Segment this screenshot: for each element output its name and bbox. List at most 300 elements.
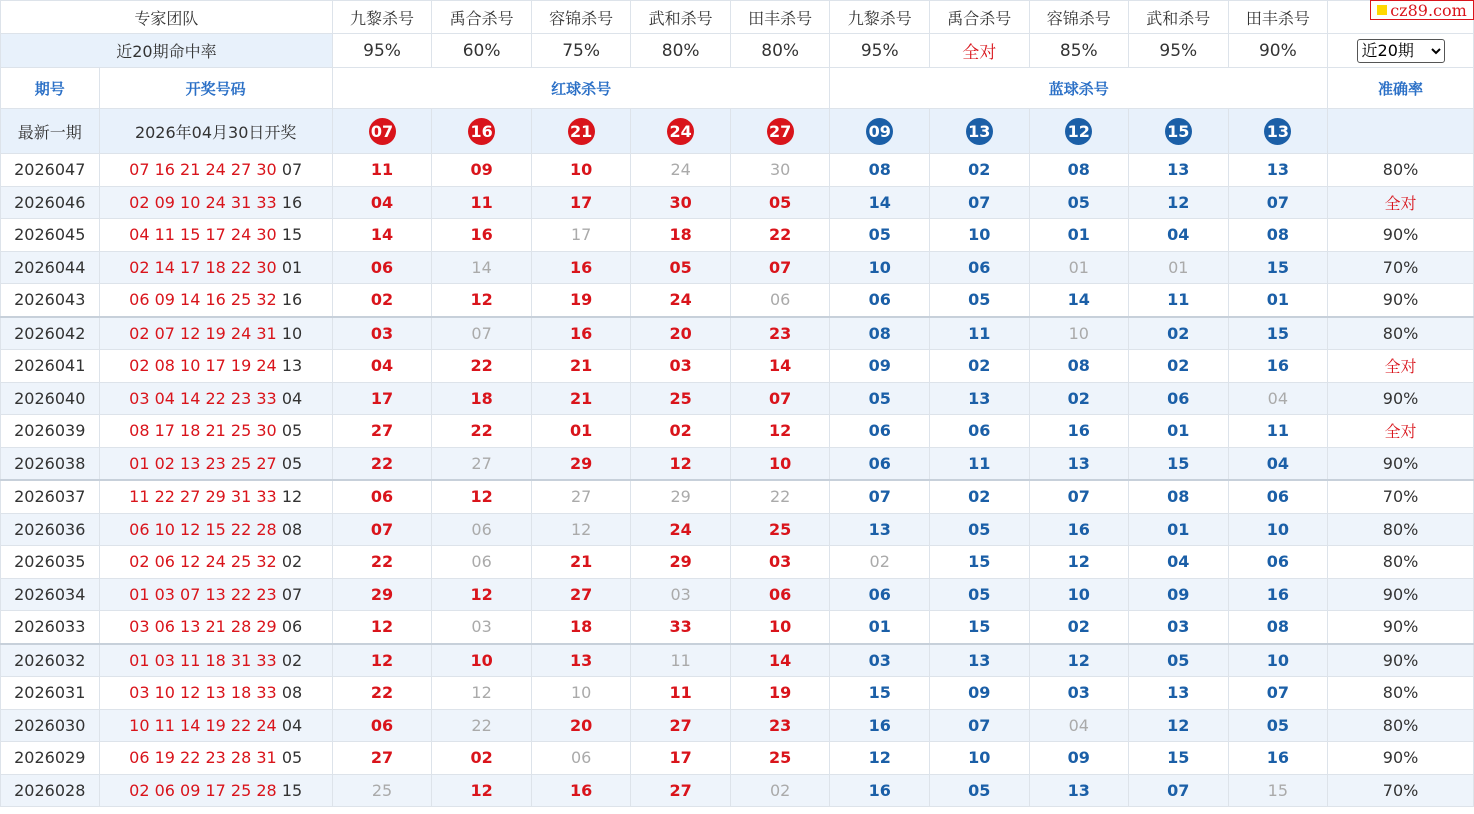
red-kill-number: 22 [332, 546, 432, 579]
red-kill-number: 10 [730, 611, 830, 644]
accuracy-value: 80% [1328, 154, 1474, 187]
red-kill-number: 14 [730, 644, 830, 677]
blue-kill-number: 07 [929, 709, 1029, 742]
red-kill-number: 04 [332, 350, 432, 383]
blue-kill-number: 09 [1029, 742, 1129, 775]
expert-name: 田丰杀号 [730, 1, 830, 34]
red-kill-number: 17 [631, 742, 731, 775]
history-row [1, 251, 1474, 284]
red-kill-number: 22 [432, 415, 532, 448]
blue-kill-number: 09 [830, 350, 930, 383]
blue-kill-number: 01 [1129, 251, 1229, 284]
red-kill-number: 17 [531, 219, 631, 252]
history-row [1, 317, 1474, 350]
red-kill-number: 22 [432, 709, 532, 742]
blue-kill-number: 06 [929, 415, 1029, 448]
red-kill-number: 25 [730, 513, 830, 546]
period-select-cell [1328, 34, 1474, 68]
hit-rate-value: 90% [1228, 34, 1328, 68]
site-logo [1370, 0, 1474, 20]
blue-kill-number: 12 [1029, 546, 1129, 579]
red-kill-number: 16 [432, 219, 532, 252]
blue-kill-number: 05 [929, 513, 1029, 546]
red-kill-number: 07 [332, 513, 432, 546]
red-kill-number: 22 [730, 480, 830, 513]
blue-kill-number: 07 [1228, 186, 1328, 219]
red-kill-number: 06 [332, 251, 432, 284]
expert-name: 武和杀号 [1129, 1, 1229, 34]
hit-rate-value: 95% [830, 34, 930, 68]
red-kill-number: 07 [432, 317, 532, 350]
blue-kill-number: 12 [1029, 644, 1129, 677]
blue-kill-number: 04 [1228, 382, 1328, 415]
blue-kill-number: 03 [1129, 611, 1229, 644]
draw-blue-ball: 05 [281, 453, 303, 473]
accuracy-value: 90% [1328, 742, 1474, 775]
red-kill-ball: 24 [667, 118, 694, 145]
blue-kill-number: 10 [1029, 317, 1129, 350]
red-kill-number: 07 [730, 382, 830, 415]
red-kill-number: 14 [432, 251, 532, 284]
red-kill-number: 14 [730, 350, 830, 383]
blue-kill-number: 10 [929, 742, 1029, 775]
blue-kill-number: 02 [1029, 611, 1129, 644]
blue-kill-number: 01 [1129, 415, 1229, 448]
draw-numbers [99, 774, 332, 807]
history-row [1, 742, 1474, 775]
draw-numbers [99, 611, 332, 644]
red-kill-number: 27 [432, 447, 532, 480]
draw-numbers [99, 251, 332, 284]
latest-label: 最新一期 [1, 109, 100, 154]
red-kill-number: 10 [531, 677, 631, 710]
red-kill-number: 24 [631, 513, 731, 546]
hit-rate-value: 75% [531, 34, 631, 68]
blue-kill-number: 05 [830, 219, 930, 252]
logo-text: cz89.com [1390, 0, 1467, 20]
red-kill-number: 16 [531, 317, 631, 350]
red-kill-number: 04 [332, 186, 432, 219]
red-kill-number: 29 [631, 546, 731, 579]
period-number: 2026028 [1, 774, 100, 807]
draw-blue-ball: 08 [281, 519, 303, 539]
draw-numbers [99, 546, 332, 579]
red-kill-number: 30 [631, 186, 731, 219]
draw-numbers [99, 513, 332, 546]
blue-kill-number: 05 [1129, 644, 1229, 677]
period-number: 2026035 [1, 546, 100, 579]
red-kill-number: 12 [531, 513, 631, 546]
red-kill-number: 06 [432, 513, 532, 546]
blue-kill-number: 15 [1228, 317, 1328, 350]
red-kill-number: 19 [531, 284, 631, 317]
history-row [1, 546, 1474, 579]
history-row [1, 415, 1474, 448]
red-kill-number: 02 [432, 742, 532, 775]
blue-kill-number: 12 [830, 742, 930, 775]
col-header-accuracy: 准确率 [1328, 68, 1474, 109]
red-kill-number: 12 [730, 415, 830, 448]
red-kill-number: 12 [631, 447, 731, 480]
hit-rate-label: 近20期命中率 [1, 34, 333, 68]
red-kill-number: 12 [432, 677, 532, 710]
blue-kill-number: 08 [1029, 350, 1129, 383]
accuracy-value: 80% [1328, 709, 1474, 742]
red-kill-number: 03 [631, 578, 731, 611]
blue-kill-number: 10 [929, 219, 1029, 252]
draw-blue-ball: 15 [281, 225, 303, 245]
red-kill-number: 06 [730, 578, 830, 611]
red-kill-number: 30 [730, 154, 830, 187]
expert-name: 武和杀号 [631, 1, 731, 34]
red-kill-number: 12 [432, 480, 532, 513]
draw-blue-ball: 05 [281, 421, 303, 441]
blue-kill-number: 01 [1029, 251, 1129, 284]
blue-kill-number: 11 [1129, 284, 1229, 317]
red-kill-number: 10 [432, 644, 532, 677]
blue-kill-number: 11 [1228, 415, 1328, 448]
blue-kill-number: 11 [929, 447, 1029, 480]
blue-kill-number: 06 [830, 415, 930, 448]
hit-rate-value: 60% [432, 34, 532, 68]
draw-blue-ball: 16 [281, 192, 303, 212]
red-kill-number: 27 [631, 774, 731, 807]
blue-kill-number: 05 [1029, 186, 1129, 219]
red-kill-number: 12 [332, 644, 432, 677]
red-kill-number: 12 [332, 611, 432, 644]
history-row [1, 350, 1474, 383]
blue-kill-number: 07 [1129, 774, 1229, 807]
draw-red-balls: 03 04 14 22 23 33 [129, 388, 277, 408]
history-row [1, 186, 1474, 219]
col-header-red-kill: 红球杀号 [332, 68, 830, 109]
draw-red-balls: 02 06 12 24 25 32 [129, 552, 277, 572]
red-kill-number: 07 [730, 251, 830, 284]
history-row [1, 677, 1474, 710]
red-kill-ball: 27 [767, 118, 794, 145]
blue-kill-number: 12 [1129, 186, 1229, 219]
hit-rate-value: 95% [332, 34, 432, 68]
red-kill-ball: 21 [568, 118, 595, 145]
blue-kill-number: 06 [1228, 546, 1328, 579]
blue-kill-number: 13 [830, 513, 930, 546]
column-header-row [1, 68, 1474, 109]
expert-name: 容锦杀号 [1029, 1, 1129, 34]
red-kill-number: 29 [332, 578, 432, 611]
blue-kill-number: 07 [929, 186, 1029, 219]
blue-kill-number: 11 [929, 317, 1029, 350]
period-range-select[interactable] [1357, 39, 1445, 63]
blue-kill-number: 06 [830, 578, 930, 611]
period-number: 2026030 [1, 709, 100, 742]
draw-red-balls: 02 09 10 24 31 33 [129, 192, 277, 212]
red-kill-number: 18 [631, 219, 731, 252]
accuracy-value: 80% [1328, 677, 1474, 710]
period-number: 2026033 [1, 611, 100, 644]
red-kill-number: 22 [332, 677, 432, 710]
blue-kill-number: 08 [1029, 154, 1129, 187]
draw-numbers [99, 480, 332, 513]
latest-row [1, 109, 1474, 154]
blue-kill-number: 13 [1029, 447, 1129, 480]
period-number: 2026029 [1, 742, 100, 775]
red-kill-number: 29 [531, 447, 631, 480]
draw-red-balls: 02 06 09 17 25 28 [129, 780, 277, 800]
expert-name: 田丰杀号 [1228, 1, 1328, 34]
blue-kill-number: 04 [1029, 709, 1129, 742]
period-number: 2026036 [1, 513, 100, 546]
draw-numbers [99, 742, 332, 775]
blue-kill-number: 13 [1029, 774, 1129, 807]
red-kill-number: 11 [631, 677, 731, 710]
red-kill-number: 18 [531, 611, 631, 644]
red-kill-number: 14 [332, 219, 432, 252]
red-kill-number: 20 [631, 317, 731, 350]
draw-blue-ball: 08 [281, 683, 303, 703]
blue-kill-ball: 15 [1165, 118, 1192, 145]
draw-red-balls: 01 03 07 13 22 23 [129, 584, 277, 604]
history-row [1, 644, 1474, 677]
blue-kill-number: 12 [1129, 709, 1229, 742]
red-kill-number: 01 [531, 415, 631, 448]
accuracy-value: 80% [1328, 317, 1474, 350]
blue-kill-number: 15 [1129, 447, 1229, 480]
blue-kill-number: 02 [1029, 382, 1129, 415]
red-kill-number: 06 [531, 742, 631, 775]
history-row [1, 480, 1474, 513]
blue-kill-number: 03 [1029, 677, 1129, 710]
blue-kill-number: 04 [1129, 546, 1229, 579]
period-number: 2026038 [1, 447, 100, 480]
red-kill-number: 06 [332, 709, 432, 742]
draw-numbers [99, 382, 332, 415]
red-kill-number: 27 [332, 415, 432, 448]
blue-kill-ball: 09 [866, 118, 893, 145]
blue-kill-number: 04 [1228, 447, 1328, 480]
blue-kill-number: 08 [830, 154, 930, 187]
accuracy-value: 90% [1328, 284, 1474, 317]
history-row [1, 513, 1474, 546]
red-kill-number: 25 [730, 742, 830, 775]
red-kill-number: 22 [730, 219, 830, 252]
draw-blue-ball: 13 [281, 356, 303, 376]
blue-kill-number: 07 [1228, 677, 1328, 710]
draw-blue-ball: 02 [281, 650, 303, 670]
draw-blue-ball: 16 [281, 290, 303, 310]
blue-kill-number: 10 [1228, 513, 1328, 546]
draw-blue-ball: 12 [281, 487, 303, 507]
blue-kill-number: 05 [929, 578, 1029, 611]
red-kill-number: 27 [631, 709, 731, 742]
accuracy-value: 90% [1328, 644, 1474, 677]
draw-red-balls: 11 22 27 29 31 33 [129, 487, 277, 507]
blue-kill-number: 08 [1228, 611, 1328, 644]
period-number: 2026031 [1, 677, 100, 710]
accuracy-value: 全对 [1328, 350, 1474, 383]
history-row [1, 709, 1474, 742]
red-kill-number: 10 [730, 447, 830, 480]
period-number: 2026039 [1, 415, 100, 448]
draw-numbers [99, 350, 332, 383]
logo-mark [1377, 5, 1387, 15]
draw-blue-ball: 07 [281, 584, 303, 604]
blue-kill-number: 13 [929, 644, 1029, 677]
accuracy-value: 90% [1328, 219, 1474, 252]
red-kill-ball: 07 [369, 118, 396, 145]
draw-red-balls: 01 03 11 18 31 33 [129, 650, 277, 670]
blue-kill-number: 01 [1228, 284, 1328, 317]
blue-kill-number: 04 [1129, 219, 1229, 252]
draw-red-balls: 10 11 14 19 22 24 [129, 715, 277, 735]
accuracy-value: 90% [1328, 382, 1474, 415]
blue-kill-number: 05 [830, 382, 930, 415]
blue-kill-number: 06 [929, 251, 1029, 284]
expert-name: 九黎杀号 [830, 1, 930, 34]
blue-kill-number: 02 [929, 154, 1029, 187]
red-kill-number: 25 [631, 382, 731, 415]
blue-kill-number: 06 [1129, 382, 1229, 415]
red-kill-number: 02 [631, 415, 731, 448]
history-row [1, 154, 1474, 187]
red-kill-number: 21 [531, 382, 631, 415]
blue-kill-number: 09 [929, 677, 1029, 710]
draw-numbers [99, 219, 332, 252]
expert-name: 容锦杀号 [531, 1, 631, 34]
red-kill-number: 21 [531, 350, 631, 383]
blue-kill-number: 05 [929, 284, 1029, 317]
red-kill-number: 11 [332, 154, 432, 187]
draw-red-balls: 06 19 22 23 28 31 [129, 748, 277, 768]
history-row [1, 774, 1474, 807]
draw-blue-ball: 06 [281, 617, 303, 637]
blue-kill-number: 05 [1228, 709, 1328, 742]
draw-red-balls: 01 02 13 23 25 27 [129, 453, 277, 473]
draw-blue-ball: 01 [281, 257, 303, 277]
history-row [1, 578, 1474, 611]
red-kill-number: 12 [432, 284, 532, 317]
blue-kill-number: 08 [1129, 480, 1229, 513]
blue-kill-ball: 12 [1065, 118, 1092, 145]
accuracy-value: 70% [1328, 251, 1474, 284]
accuracy-value: 70% [1328, 774, 1474, 807]
red-kill-number: 27 [332, 742, 432, 775]
blue-kill-number: 10 [1228, 644, 1328, 677]
blue-kill-number: 10 [1029, 578, 1129, 611]
blue-kill-number: 09 [1129, 578, 1229, 611]
blue-kill-number: 14 [830, 186, 930, 219]
period-number: 2026046 [1, 186, 100, 219]
draw-blue-ball: 10 [281, 323, 303, 343]
draw-numbers [99, 709, 332, 742]
blue-kill-number: 15 [929, 611, 1029, 644]
blue-kill-number: 10 [830, 251, 930, 284]
draw-red-balls: 07 16 21 24 27 30 [129, 160, 277, 180]
red-kill-number: 11 [432, 186, 532, 219]
draw-numbers [99, 284, 332, 317]
blue-kill-number: 16 [830, 709, 930, 742]
draw-numbers [99, 186, 332, 219]
blue-kill-number: 02 [929, 350, 1029, 383]
col-header-blue-kill: 蓝球杀号 [830, 68, 1328, 109]
history-row [1, 447, 1474, 480]
period-number: 2026032 [1, 644, 100, 677]
red-kill-number: 03 [432, 611, 532, 644]
accuracy-value: 全对 [1328, 415, 1474, 448]
hit-rate-value: 85% [1029, 34, 1129, 68]
accuracy-value: 90% [1328, 578, 1474, 611]
accuracy-value: 70% [1328, 480, 1474, 513]
period-number: 2026042 [1, 317, 100, 350]
blue-kill-number: 02 [830, 546, 930, 579]
red-kill-number: 19 [730, 677, 830, 710]
expert-name: 禹合杀号 [432, 1, 532, 34]
history-row [1, 219, 1474, 252]
draw-blue-ball: 04 [281, 388, 303, 408]
red-kill-number: 18 [432, 382, 532, 415]
red-kill-number: 12 [432, 774, 532, 807]
blue-kill-number: 15 [1228, 774, 1328, 807]
blue-kill-number: 14 [1029, 284, 1129, 317]
red-kill-number: 06 [332, 480, 432, 513]
col-header-draw: 开奖号码 [99, 68, 332, 109]
draw-numbers [99, 644, 332, 677]
draw-red-balls: 03 10 12 13 18 33 [129, 683, 277, 703]
draw-blue-ball: 02 [281, 552, 303, 572]
blue-kill-ball: 13 [1264, 118, 1291, 145]
draw-red-balls: 02 14 17 18 22 30 [129, 257, 277, 277]
draw-blue-ball: 05 [281, 748, 303, 768]
period-number: 2026045 [1, 219, 100, 252]
draw-blue-ball: 15 [281, 780, 303, 800]
period-number: 2026047 [1, 154, 100, 187]
accuracy-value: 90% [1328, 447, 1474, 480]
blue-kill-number: 02 [1129, 350, 1229, 383]
expert-row [1, 1, 1474, 34]
red-kill-number: 21 [531, 546, 631, 579]
red-kill-number: 17 [332, 382, 432, 415]
red-kill-number: 20 [531, 709, 631, 742]
red-kill-number: 05 [730, 186, 830, 219]
blue-kill-number: 07 [830, 480, 930, 513]
blue-kill-number: 02 [1129, 317, 1229, 350]
latest-draw-date: 2026年04月30日开奖 [99, 109, 332, 154]
blue-kill-number: 06 [830, 284, 930, 317]
accuracy-value: 全对 [1328, 186, 1474, 219]
blue-kill-number: 15 [1228, 251, 1328, 284]
blue-kill-number: 08 [1228, 219, 1328, 252]
blue-kill-number: 05 [929, 774, 1029, 807]
draw-red-balls: 03 06 13 21 28 29 [129, 617, 277, 637]
red-kill-number: 06 [730, 284, 830, 317]
draw-red-balls: 02 07 12 19 24 31 [129, 323, 277, 343]
red-kill-number: 05 [631, 251, 731, 284]
hit-rate-value: 80% [730, 34, 830, 68]
red-kill-number: 27 [531, 578, 631, 611]
hit-rate-value: 全对 [929, 34, 1029, 68]
history-rows [1, 154, 1474, 807]
blue-kill-number: 16 [1029, 513, 1129, 546]
blue-kill-number: 01 [1029, 219, 1129, 252]
history-row [1, 284, 1474, 317]
red-kill-number: 23 [730, 317, 830, 350]
blue-kill-number: 16 [1029, 415, 1129, 448]
red-kill-number: 29 [631, 480, 731, 513]
blue-kill-number: 15 [929, 546, 1029, 579]
red-kill-number: 16 [531, 251, 631, 284]
blue-kill-number: 15 [1129, 742, 1229, 775]
red-kill-number: 24 [631, 154, 731, 187]
col-header-period: 期号 [1, 68, 100, 109]
